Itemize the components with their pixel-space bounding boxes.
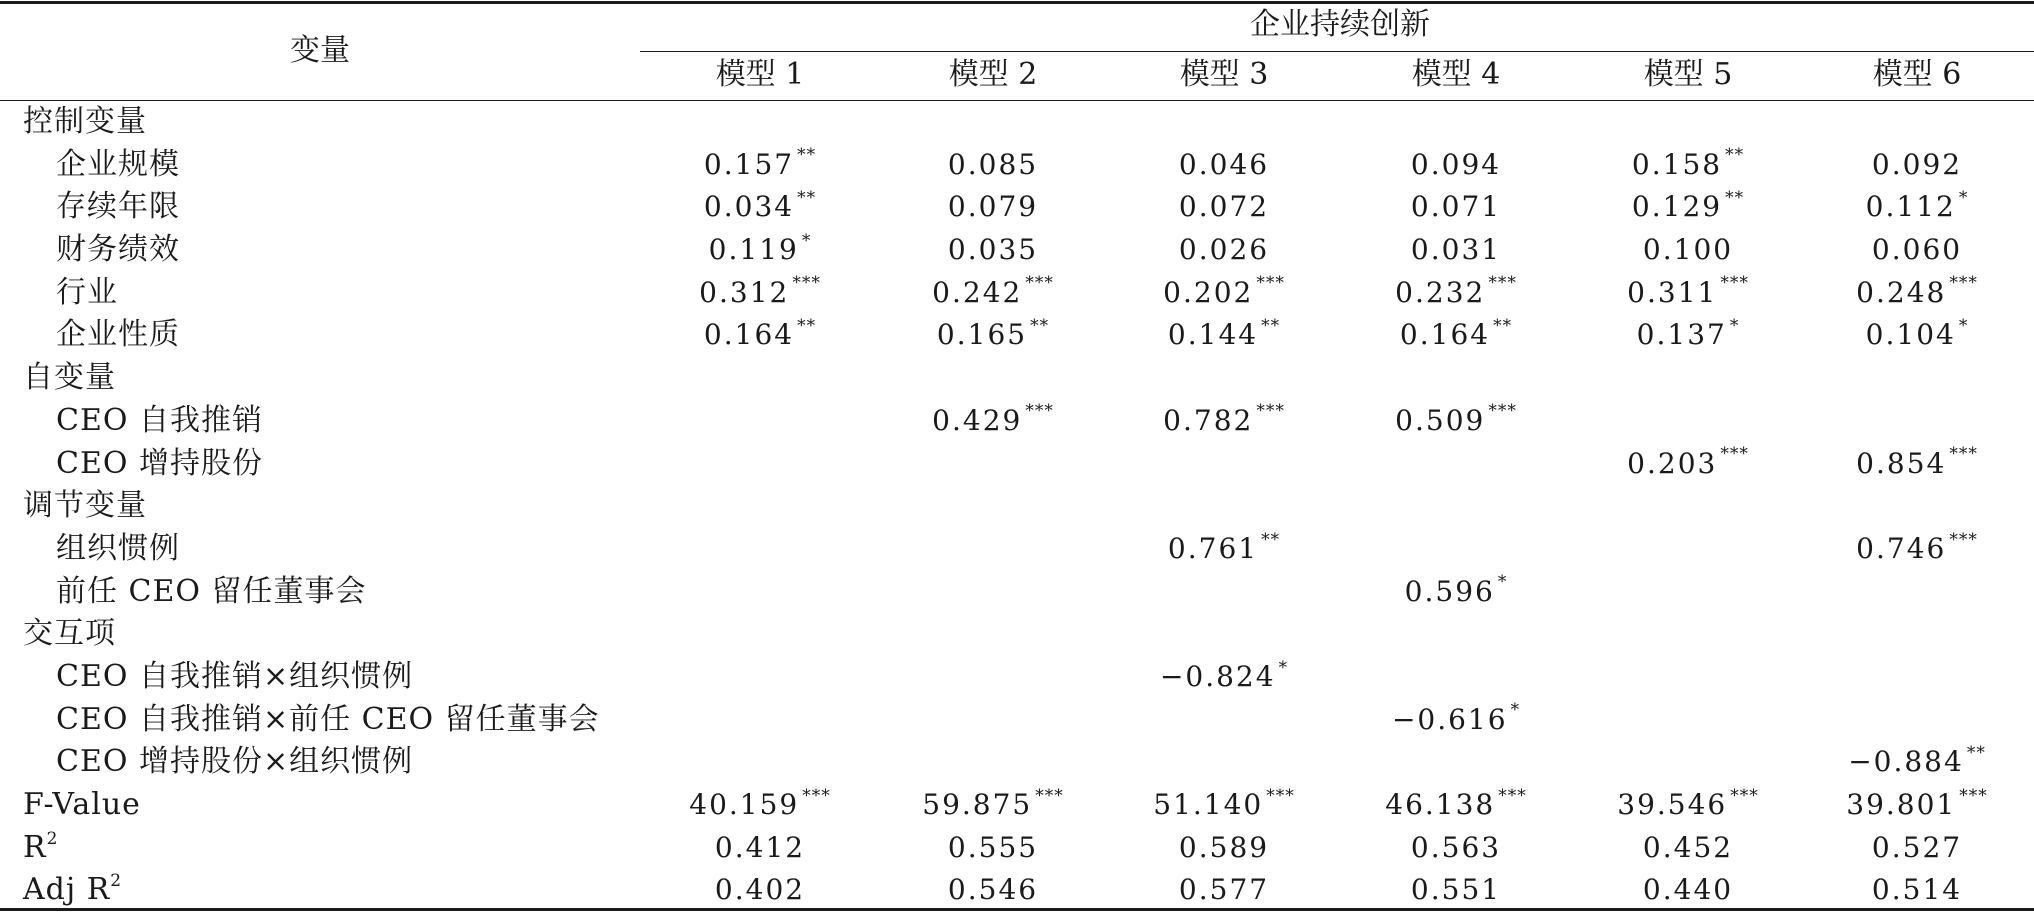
table-cell <box>948 869 1038 911</box>
table-row <box>0 827 2034 870</box>
header-model-5: 模型 5 <box>1643 57 1733 92</box>
significance-stars: ** <box>1966 742 1986 763</box>
row-label-text: 企业性质 <box>56 317 180 353</box>
cell-value: 46.138 <box>1385 788 1496 821</box>
row-label-text: 行业 <box>56 274 118 310</box>
row-group-label <box>23 827 58 869</box>
cell-value: 0.412 <box>714 830 806 864</box>
significance-stars: *** <box>1949 273 1978 294</box>
row-label <box>56 186 180 228</box>
significance-stars: ** <box>1261 529 1281 550</box>
cell-value: 0.085 <box>947 147 1039 181</box>
table-cell <box>1411 144 1501 186</box>
table-cell <box>948 144 1038 186</box>
table-cell <box>1872 869 1962 911</box>
table-row <box>0 314 2034 357</box>
table-cell <box>1179 869 1269 911</box>
cell-value: 0.452 <box>1642 830 1734 864</box>
header-model-6: 模型 6 <box>1872 57 1962 92</box>
significance-stars: *** <box>1035 785 1064 806</box>
significance-stars: ** <box>797 188 817 209</box>
table-cell <box>1846 784 1987 826</box>
row-group-label <box>23 869 122 911</box>
row-label-text: 前任 CEO 留任董事会 <box>56 573 367 609</box>
cell-value: 0.031 <box>1410 233 1502 267</box>
cell-value: 0.551 <box>1410 873 1502 907</box>
significance-stars: * <box>1278 657 1289 678</box>
row-group-label <box>23 101 147 143</box>
cell-value: 0.060 <box>1871 233 1963 267</box>
cell-value: 0.165 <box>936 318 1028 352</box>
cell-value: 0.164 <box>1399 318 1491 352</box>
row-label-text: Adj R <box>23 872 111 908</box>
significance-stars: * <box>1729 316 1740 337</box>
header-model-3: 模型 3 <box>1179 57 1269 92</box>
table-cell <box>1411 186 1501 228</box>
cell-value: 0.137 <box>1636 318 1727 352</box>
cell-value: 39.801 <box>1846 788 1957 821</box>
row-label <box>56 656 413 698</box>
row-group-label <box>23 357 116 399</box>
table-cell <box>704 314 816 356</box>
header-model-4: 模型 4 <box>1411 57 1501 92</box>
header-group-sustained-innovation: 企业持续创新 <box>1250 7 1430 42</box>
table-row <box>0 784 2034 827</box>
significance-stars: ** <box>797 145 817 166</box>
cell-value: 0.026 <box>1178 233 1270 267</box>
row-label-text: CEO 增持股份×组织惯例 <box>56 744 414 780</box>
significance-stars: ** <box>1261 316 1281 337</box>
table-cell <box>1627 443 1749 485</box>
table-cell <box>1168 314 1280 356</box>
table-row <box>0 741 2034 784</box>
cell-value: 0.119 <box>708 233 799 267</box>
cell-value: 0.203 <box>1627 446 1718 480</box>
significance-stars: *** <box>1266 785 1295 806</box>
table-row <box>0 400 2034 443</box>
cell-value: 0.514 <box>1871 873 1963 907</box>
cell-value: 0.577 <box>1178 873 1270 907</box>
significance-stars: ** <box>1030 316 1050 337</box>
row-label-text: 控制变量 <box>23 104 147 139</box>
table-cell <box>948 229 1038 271</box>
table-cell <box>948 186 1038 228</box>
table-cell <box>1848 741 1986 783</box>
table-cell <box>932 400 1054 442</box>
table-row <box>0 485 2034 528</box>
table-cell <box>1163 400 1285 442</box>
cell-value: 0.035 <box>947 233 1039 267</box>
table-cell <box>937 314 1049 356</box>
table-row <box>0 571 2034 614</box>
table-cell <box>1643 229 1733 271</box>
cell-value: 39.546 <box>1617 788 1728 821</box>
cell-value: 0.104 <box>1865 318 1956 352</box>
cell-value: 0.596 <box>1404 574 1495 608</box>
table-cell <box>699 272 821 314</box>
row-group-label <box>23 613 116 655</box>
table-cell <box>1632 144 1744 186</box>
cell-value: 0.440 <box>1642 873 1734 907</box>
cell-value: 0.527 <box>1871 830 1963 864</box>
table-cell <box>1385 784 1526 826</box>
significance-stars: *** <box>1256 401 1285 422</box>
row-label <box>56 741 413 783</box>
cell-value: 0.100 <box>1642 233 1734 267</box>
cell-value: 0.782 <box>1163 403 1254 437</box>
significance-stars: ** <box>1493 316 1513 337</box>
row-label-text: CEO 自我推销×前任 CEO 留任董事会 <box>56 701 600 737</box>
cell-value: 0.761 <box>1167 531 1259 565</box>
table-row <box>0 869 2034 912</box>
cell-value: −0.824 <box>1159 659 1276 693</box>
row-label-text: 财务绩效 <box>56 232 180 268</box>
cell-value: 0.546 <box>947 873 1039 907</box>
cell-value: 0.555 <box>947 830 1039 864</box>
cell-value: 59.875 <box>922 788 1033 821</box>
row-label-text: F-Value <box>23 787 141 822</box>
significance-stars: ** <box>1725 188 1745 209</box>
cell-value: 0.112 <box>1865 190 1956 224</box>
significance-stars: ** <box>797 316 817 337</box>
table-cell <box>709 229 812 271</box>
significance-stars: *** <box>1488 401 1517 422</box>
significance-stars: * <box>801 230 812 251</box>
cell-value: 0.563 <box>1410 830 1502 864</box>
cell-value: 0.158 <box>1631 147 1723 181</box>
table-cell <box>1856 528 1978 570</box>
row-label-text: CEO 自我推销 <box>56 402 263 438</box>
cell-value: 0.312 <box>699 275 790 309</box>
table-row <box>0 656 2034 699</box>
table-cell <box>1872 144 1962 186</box>
significance-stars: *** <box>1949 529 1978 550</box>
table-cell <box>1179 144 1269 186</box>
row-label-text: 存续年限 <box>56 189 180 225</box>
table-cell <box>715 827 805 869</box>
row-group-label <box>23 784 141 826</box>
row-label <box>56 144 180 186</box>
table-row <box>0 613 2034 656</box>
row-label-text: CEO 增持股份 <box>56 445 263 481</box>
table-body <box>0 101 2034 912</box>
table-row <box>0 357 2034 400</box>
significance-stars: * <box>1497 572 1508 593</box>
significance-stars: *** <box>1025 401 1054 422</box>
table-cell <box>1643 827 1733 869</box>
row-label <box>56 528 180 570</box>
table-cell <box>1405 571 1508 613</box>
row-group-label <box>23 485 147 527</box>
table-cell <box>1411 229 1501 271</box>
cell-value: 0.402 <box>714 873 806 907</box>
table-cell <box>1632 186 1744 228</box>
table-cell <box>1866 314 1969 356</box>
table-row <box>0 528 2034 571</box>
table-cell <box>948 827 1038 869</box>
significance-stars: *** <box>1730 785 1759 806</box>
row-label <box>56 400 263 442</box>
cell-value: 40.159 <box>689 788 800 821</box>
cell-value: 0.248 <box>1856 275 1947 309</box>
table-cell <box>1395 400 1517 442</box>
significance-stars: *** <box>802 785 831 806</box>
cell-value: 0.157 <box>703 147 795 181</box>
row-label-text: CEO 自我推销×组织惯例 <box>56 658 414 694</box>
significance-stars: *** <box>1959 785 1988 806</box>
header-model-2: 模型 2 <box>948 57 1038 92</box>
row-label-text: 交互项 <box>23 616 116 652</box>
row-label-text: 调节变量 <box>23 488 147 524</box>
row-label-text: 企业规模 <box>56 146 180 182</box>
row-label <box>56 699 600 741</box>
table-row <box>0 144 2034 187</box>
cell-value: 0.202 <box>1163 275 1254 309</box>
row-label-text: R <box>23 829 47 865</box>
significance-stars: * <box>1958 188 1969 209</box>
significance-stars: *** <box>1720 273 1749 294</box>
cell-value: 0.164 <box>703 318 795 352</box>
table-cell <box>1411 827 1501 869</box>
cell-value: 0.071 <box>1410 190 1502 224</box>
row-label <box>56 229 180 271</box>
table-cell <box>1617 784 1758 826</box>
table-row <box>0 443 2034 486</box>
significance-stars: * <box>1510 700 1521 721</box>
significance-stars: *** <box>1498 785 1527 806</box>
significance-stars: * <box>1958 316 1969 337</box>
cell-value: 0.144 <box>1167 318 1259 352</box>
row-label-superscript: 2 <box>110 871 123 892</box>
table-cell <box>1179 229 1269 271</box>
row-label-superscript: 2 <box>46 828 59 849</box>
cell-value: −0.884 <box>1848 745 1964 779</box>
cell-value: 0.072 <box>1178 190 1270 224</box>
table-cell <box>1637 314 1740 356</box>
row-label <box>56 571 367 613</box>
table-cell <box>704 144 816 186</box>
table-cell <box>1627 272 1749 314</box>
cell-value: 0.509 <box>1395 403 1486 437</box>
table-cell <box>1160 656 1288 698</box>
row-label <box>56 314 180 356</box>
table-cell <box>704 186 816 228</box>
row-label <box>56 272 118 314</box>
cell-value: 0.034 <box>703 190 795 224</box>
significance-stars: *** <box>1949 444 1978 465</box>
table-cell <box>1179 186 1269 228</box>
table-cell <box>715 869 805 911</box>
table-cell <box>922 784 1063 826</box>
significance-stars: *** <box>1720 444 1749 465</box>
row-label-text: 组织惯例 <box>56 530 180 566</box>
significance-stars: *** <box>792 273 821 294</box>
table-cell <box>932 272 1054 314</box>
table-row <box>0 272 2034 315</box>
table-cell <box>1856 443 1978 485</box>
table-row <box>0 229 2034 272</box>
cell-value: 0.429 <box>932 403 1023 437</box>
significance-stars: *** <box>1256 273 1285 294</box>
significance-stars: ** <box>1725 145 1745 166</box>
table-top-rule <box>0 1 2034 4</box>
cell-value: 0.311 <box>1627 275 1718 309</box>
table-row <box>0 186 2034 229</box>
table-cell <box>1856 272 1978 314</box>
table-cell <box>1400 314 1512 356</box>
cell-value: 0.746 <box>1856 531 1947 565</box>
cell-value: 0.242 <box>932 275 1023 309</box>
row-label <box>56 443 263 485</box>
cell-value: 0.046 <box>1178 147 1270 181</box>
group-span-rule <box>640 51 2034 52</box>
table-cell <box>1643 869 1733 911</box>
row-label-text: 自变量 <box>23 360 116 396</box>
table-cell <box>1153 784 1294 826</box>
significance-stars: *** <box>1488 273 1517 294</box>
table-cell <box>1392 699 1520 741</box>
table-cell <box>1395 272 1517 314</box>
header-model-1: 模型 1 <box>715 57 805 92</box>
table-cell <box>689 784 830 826</box>
cell-value: 51.140 <box>1153 788 1264 821</box>
cell-value: 0.094 <box>1410 147 1502 181</box>
significance-stars: *** <box>1025 273 1054 294</box>
table-cell <box>1168 528 1280 570</box>
table-cell <box>1163 272 1285 314</box>
cell-value: −0.616 <box>1391 702 1508 736</box>
table-row <box>0 101 2034 144</box>
table-cell <box>1179 827 1269 869</box>
table-row <box>0 699 2034 742</box>
cell-value: 0.854 <box>1856 446 1947 480</box>
cell-value: 0.092 <box>1871 147 1963 181</box>
table-cell <box>1872 827 1962 869</box>
table-bottom-rule <box>0 908 2034 911</box>
table-cell <box>1866 186 1969 228</box>
header-variable: 变量 <box>290 33 350 68</box>
cell-value: 0.079 <box>947 190 1039 224</box>
cell-value: 0.129 <box>1631 190 1723 224</box>
cell-value: 0.589 <box>1178 830 1270 864</box>
table-cell <box>1872 229 1962 271</box>
cell-value: 0.232 <box>1395 275 1486 309</box>
table-cell <box>1411 869 1501 911</box>
